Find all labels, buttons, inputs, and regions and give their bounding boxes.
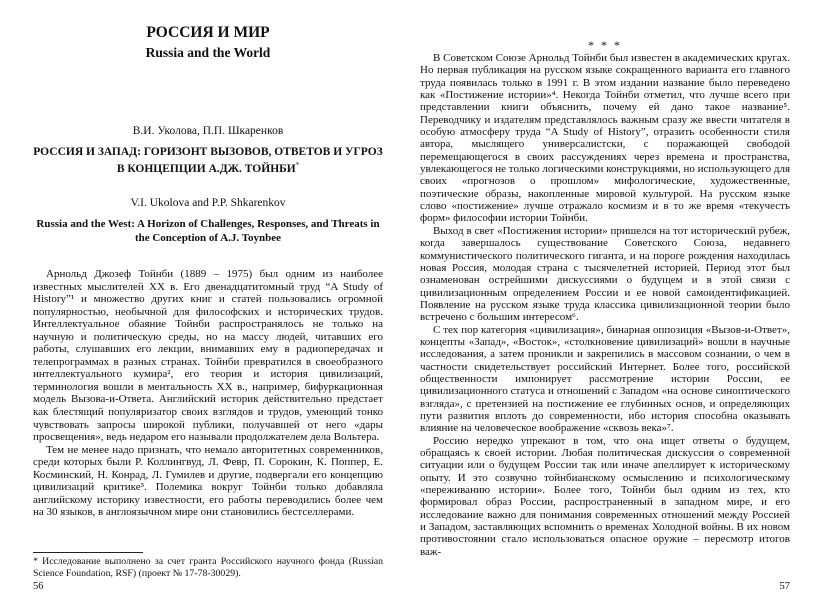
right-body-text (420, 52, 790, 558)
paragraph: Россию нередко упрекают в том, что она ищет ответы о будущем, обращаясь к своей истории. Любая политическая дискуссия о современной ситуации или о будущем России так или иначе апеллирует к историческому опыту. И это созвучно тойнбианскому осмыслению и психологическому «переживанию истории». Более того, Тойнби был одним из тех, кто формировал образ России, распространенный в западном мире, и его исследование важно для понимания современных отношений между Россией и Западом, заставляющих вспомнить о временах Холодной войны. В их новом противостоянии стало использоваться опасное оружие – пересмотр итогов важ- (420, 434, 790, 558)
section-separator: * * * (588, 38, 622, 52)
article-title-ru-text: РОССИЯ И ЗАПАД: ГОРИЗОНТ ВЫЗОВОВ, ОТВЕТОВ И УГРОЗ В КОНЦЕПЦИИ А.ДЖ. ТОЙНБИ (33, 146, 383, 175)
article-authors: В.И. Уколова, П.П. Шкаренков (132, 125, 284, 137)
footnote: * Исследование выполнено за счет гранта Российского научного фонда (Russian Science Foundation, RSF) (проект № 17-78-30029). (33, 556, 383, 579)
page-number-right: 57 (779, 581, 790, 592)
title-footnote-mark: * (295, 161, 300, 169)
right-page (420, 0, 790, 609)
paragraph: Тем не менее надо признать, что немало авторитетных современников, среди которых были Р. Коллингвуд, Л. Февр, П. Сорокин, К. Поппер, Е. Косминский, Н. Конрад, Л. Гумилев и другие, подвергали его концепцию цивилизаций критике³. Полемика вокруг Тойнби только добавляла английскому историку известности, его работы переводились более чем на 30 языков, в англоязычном мире они становились бестселлерами. (33, 443, 383, 519)
journal-heading: РОССИЯ И МИР (146, 24, 270, 41)
paragraph: Выход в свет «Постижения истории» пришелся на тот исторический рубеж, когда завершалось существование Советского Союза, недавнего коммунистического политического гиганта, и на пороге рождения находилась новая Россия, молодая страна с тысячелетней историей. Период этот был ознаменован острейшими дискуссиями о будущем и в этой связи с цивилизационным определением России и ее новой самоидентификацией. Появление на русском языке труда классика цивилизационной теории было встречено с большим интересом⁶. (420, 224, 790, 324)
left-page (33, 0, 383, 609)
paragraph: С тех пор категория «цивилизация», бинарная оппозиция «Вызов-и-Ответ», концепты «Запад», «Восток», «столкновение цивилизаций» вошли в научные исследования, а затем проникли и закрепились в массовом сознании, о чем в частности свидетельствует российский Интернет. Более того, российской общественности импонирует рассмотрение истории России, ее цивилизационного статуса и отношений с Западом «на основе синоптического взгляда», с претензией на постижение ее глубинных основ, и определяющих пути развития вплоть до современности, ибо история способна оказывать влияние на человеческое воображение «сквозь века»⁷. (420, 323, 790, 435)
paragraph: В Советском Союзе Арнольд Тойнби был известен в академических кругах. Но первая публикация на русском языке сокращенного варианта его главного труда появилась только в 1991 г. В этом издании название было переведено как «Постижение истории»⁴. Некогда Тойнби отметил, что лучше всего при представлении книги объяснить, почему ей дано такое название⁵. Переводчику и издателям представлялось важным сразу же ввести читателя в особую атмосферу труда “A Study of History”, отразить особенности стиля автора, мыслящего универсалистски, с поражающей свободой перемещающегося в своих рассуждениях через времена и пространства, увлекающегося не только логическими конструкциями, но использующего для своих «прогнозов о прошлом» мифологические, художественные, поэтические образы, накопленные мировой культурой. На русском языке слово «постижение» лучше отражало космизм и в то же время «текучесть форм» философии истории Тойнби. (420, 52, 790, 225)
footnote-divider (33, 552, 143, 553)
page-number-left: 56 (33, 581, 44, 592)
article-authors-en: V.I. Ukolova and P.P. Shkarenkov (130, 197, 286, 209)
left-body-text (33, 268, 383, 519)
journal-heading-en: Russia and the World (145, 45, 271, 60)
article-title-en: Russia and the West: A Horizon of Challenges, Responses, and Threats in the Conception of A.J. Toynbee (36, 218, 380, 244)
article-title-ru (33, 146, 383, 176)
paragraph: Арнольд Джозеф Тойнби (1889 – 1975) был одним из наиболее известных мыслителей XX в. Его двенадцатитомный труд “A Study of History”¹ и множество других книг и статей пользовались огромной популярностью, необычной для философских и исторических трудов. Интеллектуальное обаяние Тойнби распространялось не только на научную и политическую среды, но на массу людей, читавших его работы, слушавших его лекции, внимавших ему в радиопередачах и телепрограммах в разных странах. Тойнби превратился в своеобразного интеллектуального кумира², его теория и история цивилизаций, терминология вошли в ментальность XX в., например, бифуркационная модель Вызова-и-Ответа. Английский историк действительно предстает как блестящий популяризатор своих взглядов и трудов, умеющий тонко чувствовать запросы широкой публики, получавшей от него «дары просвещения», ведь недаром его называли продолжателем дела Вольтера. (33, 268, 383, 444)
